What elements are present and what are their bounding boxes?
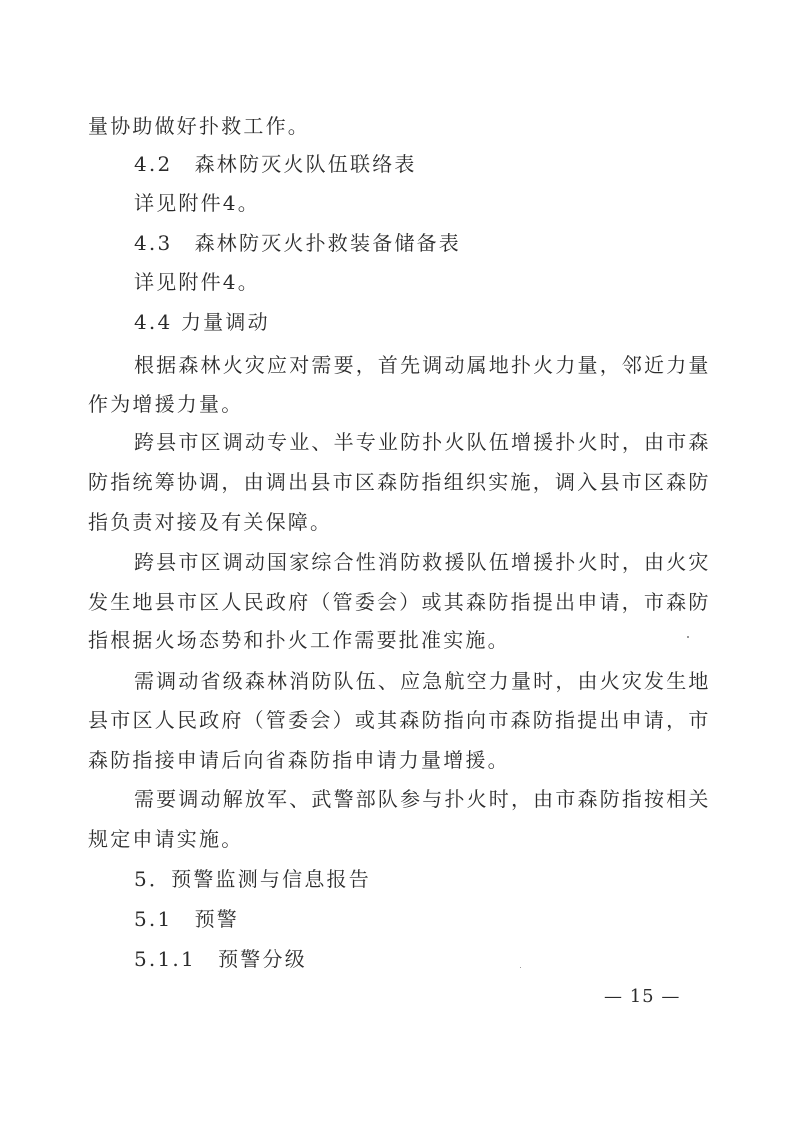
text-line: 作为增援力量。 xyxy=(88,392,244,416)
text-line: 指负责对接及有关保障。 xyxy=(88,510,333,534)
text-line: 跨县市区调动专业、半专业防扑火队伍增援扑火时，由市森 xyxy=(134,430,710,454)
text-line: 规定申请实施。 xyxy=(88,827,244,851)
scan-speck xyxy=(520,967,521,968)
text-line: 需调动省级森林消防队伍、应急航空力量时，由火灾发生地 xyxy=(134,669,710,693)
text-line: 发生地县市区人民政府（管委会）或其森防指提出申请，市森防 xyxy=(88,590,710,614)
section-heading-4-4: 4.4 力量调动 xyxy=(134,310,270,334)
text-line: 森防指接申请后向省森防指申请力量增援。 xyxy=(88,748,510,772)
text-line: 县市区人民政府（管委会）或其森防指向市森防指提出申请，市 xyxy=(88,708,710,732)
page-number: — 15 — xyxy=(604,986,681,1007)
text-line: 根据森林火灾应对需要，首先调动属地扑火力量，邻近力量 xyxy=(134,353,710,377)
section-heading-4-3: 4.3 森林防灭火扑救装备储备表 xyxy=(134,231,462,255)
text-line: 指根据火场态势和扑火工作需要批准实施。 xyxy=(88,628,510,652)
section-heading-5-1: 5.1 预警 xyxy=(134,907,240,931)
scan-speck xyxy=(687,636,689,638)
section-heading-5: 5．预警监测与信息报告 xyxy=(134,867,371,891)
section-heading-5-1-1: 5.1.1 预警分级 xyxy=(134,947,307,971)
text-line: 详见附件4。 xyxy=(134,191,260,215)
section-heading-4-2: 4.2 森林防灭火队伍联络表 xyxy=(134,152,417,176)
text-line: 跨县市区调动国家综合性消防救援队伍增援扑火时，由火灾 xyxy=(134,550,710,574)
text-line: 防指统筹协调，由调出县市区森防指组织实施，调入县市区森防 xyxy=(88,470,710,494)
text-line: 需要调动解放军、武警部队参与扑火时，由市森防指按相关 xyxy=(134,787,710,811)
text-line: 详见附件4。 xyxy=(134,270,260,294)
text-line: 量协助做好扑救工作。 xyxy=(88,114,310,138)
